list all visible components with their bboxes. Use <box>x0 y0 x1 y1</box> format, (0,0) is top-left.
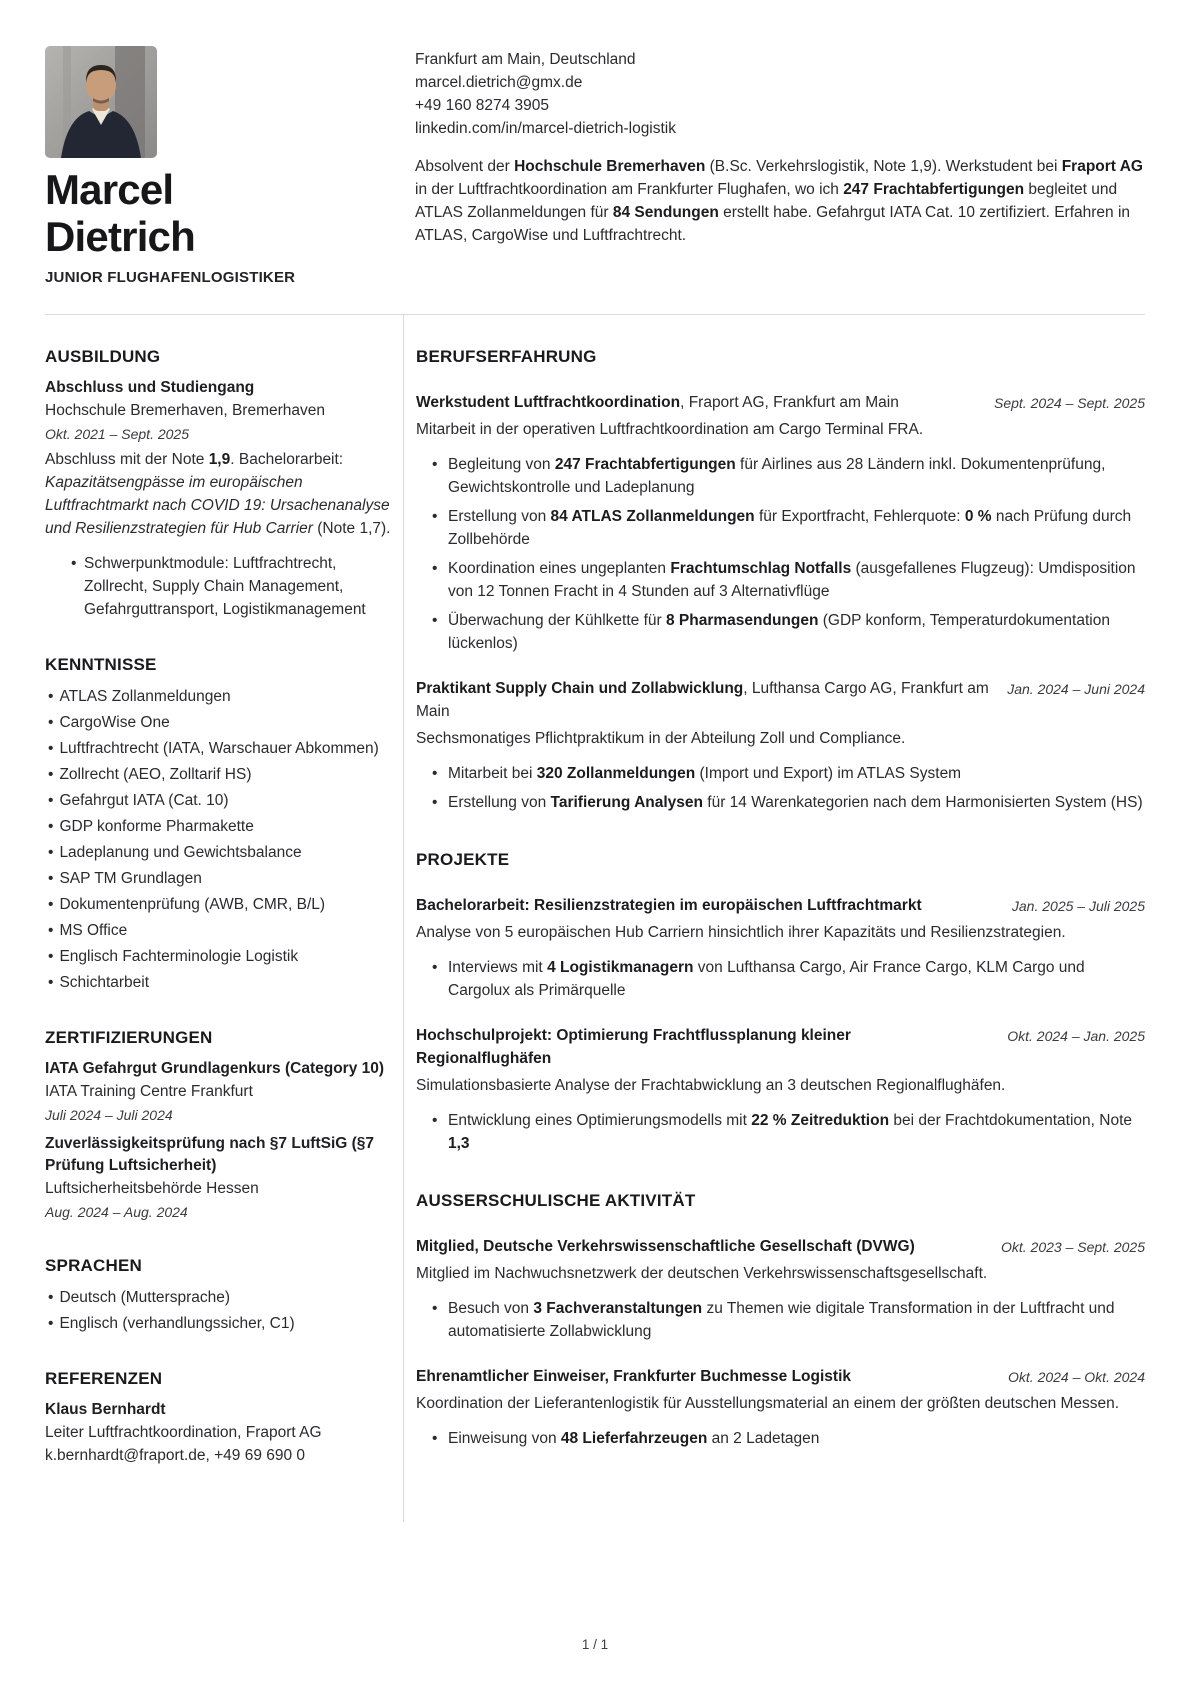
bullet-icon: • <box>48 1289 54 1307</box>
entry-date: Okt. 2023 – Sept. 2025 <box>1001 1239 1145 1256</box>
bullet-icon: • <box>432 1300 438 1318</box>
list-item <box>416 956 1145 1002</box>
list-item-text: Mitarbeit bei 320 Zollanmeldungen (Import und Export) im ATLAS System <box>448 765 962 783</box>
list-item <box>416 1109 1145 1155</box>
profile-photo-illustration <box>45 46 157 158</box>
entry-description: Sechsmonatiges Pflichtpraktikum in der Abteilung Zoll und Compliance. <box>416 730 906 748</box>
bullet-icon: • <box>432 508 438 526</box>
entry-detail-line: k.bernhardt@fraport.de, +49 69 690 0 <box>45 1447 306 1465</box>
bullet-list <box>416 762 1145 814</box>
section-heading: AUSBILDUNG <box>45 347 161 367</box>
bullet-icon: • <box>71 555 77 573</box>
list-item <box>45 971 391 994</box>
entry-title: Bachelorarbeit: Resilienzstrategien im europäischen Luftfrachtmarkt <box>416 897 922 915</box>
bullet-icon: • <box>48 688 54 706</box>
list-item-text: Einweisung von 48 Lieferfahrzeugen an 2 Ladetagen <box>448 1430 820 1448</box>
entry-header <box>416 677 1145 723</box>
profile-photo <box>45 46 157 158</box>
person-role-title: JUNIOR FLUGHAFENLOGISTIKER <box>45 269 296 287</box>
entry-organization: Hochschule Bremerhaven, Bremerhaven <box>45 402 325 420</box>
bullet-icon: • <box>48 844 54 862</box>
bullet-icon: • <box>48 922 54 940</box>
entry-header <box>416 1024 1145 1070</box>
section-kenntnisse <box>45 655 391 994</box>
bullet-icon: • <box>48 870 54 888</box>
left-column <box>45 315 403 1522</box>
bullet-list <box>416 956 1145 1002</box>
list-item <box>416 762 1145 785</box>
bullet-icon: • <box>48 792 54 810</box>
entry-title: Ehrenamtlicher Einweiser, Frankfurter Buchmesse Logistik <box>416 1368 852 1386</box>
list-item <box>416 1427 1145 1450</box>
bullet-list <box>416 1427 1145 1450</box>
list-item <box>45 1286 391 1309</box>
list-item-text: Englisch (verhandlungssicher, C1) <box>59 1315 295 1333</box>
list-item-text: MS Office <box>59 922 128 940</box>
bullet-list <box>416 1297 1145 1343</box>
entry-title: Abschluss und Studiengang <box>45 379 255 397</box>
list-item-text: ATLAS Zollanmeldungen <box>59 688 231 706</box>
entry-organization: Luftsicherheitsbehörde Hessen <box>45 1180 259 1198</box>
entry-date: Jan. 2024 – Juni 2024 <box>1007 681 1145 698</box>
list-item <box>416 791 1145 814</box>
header <box>45 46 1145 286</box>
entry <box>416 1365 1145 1450</box>
list-item-text: Entwicklung eines Optimierungsmodells mit 22 % Zeitreduktion bei der Frachtdokumentation, Note 1,3 <box>448 1112 1133 1153</box>
entry <box>45 1133 391 1222</box>
entry-header <box>416 391 1145 414</box>
list-item-text: Gefahrgut IATA (Cat. 10) <box>59 792 229 810</box>
list-item-text: Ladeplanung und Gewichtsbalance <box>59 844 302 862</box>
list-item-text: Besuch von 3 Fachveranstaltungen zu Themen wie digitale Transformation in der Luftfracht und automatisierte Zollabwicklung <box>448 1300 1115 1341</box>
section-heading: BERUFSERFAHRUNG <box>416 347 597 367</box>
content-columns <box>45 315 1145 1522</box>
entry-date: Okt. 2021 – Sept. 2025 <box>45 426 189 443</box>
person-last-name: Dietrich <box>45 213 195 261</box>
entry-header <box>416 1365 1145 1388</box>
list-item <box>416 453 1145 499</box>
list-item <box>45 945 391 968</box>
header-contact-summary <box>415 46 1145 247</box>
bullet-icon: • <box>432 794 438 812</box>
entry-description: Koordination der Lieferantenlogistik für Ausstellungsmaterial an einem der größten deutschen Messen. <box>416 1395 1120 1413</box>
bullet-icon: • <box>432 612 438 630</box>
bullet-icon: • <box>48 896 54 914</box>
list-item-text: Deutsch (Muttersprache) <box>59 1289 230 1307</box>
entry-title: Hochschulprojekt: Optimierung Frachtflussplanung kleiner Regionalflughäfen <box>416 1027 851 1068</box>
section-ausserschulische-aktivitaet <box>416 1191 1145 1450</box>
list-item-text: CargoWise One <box>59 714 170 732</box>
list-item <box>416 557 1145 603</box>
list-item-text: Dokumentenprüfung (AWB, CMR, B/L) <box>59 896 326 914</box>
entry-description: Simulationsbasierte Analyse der Frachtabwicklung an 3 deutschen Regionalflughäfen. <box>416 1077 1006 1095</box>
entry-date: Juli 2024 – Juli 2024 <box>45 1107 173 1124</box>
list-item <box>45 1312 391 1335</box>
section-heading: AUSSERSCHULISCHE AKTIVITÄT <box>416 1191 696 1211</box>
bullet-icon: • <box>48 818 54 836</box>
list-item <box>45 919 391 942</box>
entry <box>45 1058 391 1125</box>
list-item <box>416 609 1145 655</box>
list-item-text: Erstellung von 84 ATLAS Zollanmeldungen für Exportfracht, Fehlerquote: 0 % nach Prüfung durch Zollbehörde <box>448 508 1132 549</box>
section-zertifizierungen <box>45 1028 391 1222</box>
bullet-icon: • <box>432 765 438 783</box>
entry-title: Werkstudent Luftfrachtkoordination, Fraport AG, Frankfurt am Main <box>416 394 899 412</box>
section-heading: REFERENZEN <box>45 1369 163 1389</box>
bullet-icon: • <box>48 948 54 966</box>
section-berufserfahrung <box>416 347 1145 814</box>
entry-title: Mitglied, Deutsche Verkehrswissenschaftliche Gesellschaft (DVWG) <box>416 1238 915 1256</box>
section-heading: SPRACHEN <box>45 1256 143 1276</box>
list-item-text: Zollrecht (AEO, Zolltarif HS) <box>59 766 252 784</box>
section-heading: KENNTNISSE <box>45 655 157 675</box>
list-item <box>45 841 391 864</box>
entry-header <box>416 1235 1145 1258</box>
list-item-text: GDP konforme Pharmakette <box>59 818 254 836</box>
entry-date: Okt. 2024 – Jan. 2025 <box>1007 1028 1145 1045</box>
list-item-text: Koordination eines ungeplanten Frachtumschlag Notfalls (ausgefallenes Flugzeug): Umdisposition von 12 Tonnen Fracht in 4 Stunden auf 3 Alternativflüge <box>448 560 1136 601</box>
entry-organization: IATA Training Centre Frankfurt <box>45 1083 253 1101</box>
bullet-list <box>416 1109 1145 1155</box>
bullet-list <box>45 685 391 994</box>
entry-header <box>416 894 1145 917</box>
bullet-icon: • <box>48 766 54 784</box>
list-item <box>45 815 391 838</box>
entry-date: Aug. 2024 – Aug. 2024 <box>45 1204 188 1221</box>
page-number: 1 / 1 <box>581 1637 609 1652</box>
entry <box>416 1235 1145 1343</box>
bullet-icon: • <box>432 560 438 578</box>
bullet-list <box>45 552 391 621</box>
list-item-text: SAP TM Grundlagen <box>59 870 202 888</box>
bullet-icon: • <box>432 1112 438 1130</box>
section-heading: PROJEKTE <box>416 850 510 870</box>
list-item <box>45 685 391 708</box>
list-item-text: Schichtarbeit <box>59 974 150 992</box>
list-item <box>45 711 391 734</box>
contact-line: linkedin.com/in/marcel-dietrich-logistik <box>415 120 677 137</box>
entry-title: Praktikant Supply Chain und Zollabwicklung, Lufthansa Cargo AG, Frankfurt am Main <box>416 680 989 721</box>
list-item-text: Interviews mit 4 Logistikmanagern von Lufthansa Cargo, Air France Cargo, KLM Cargo und Cargolux als Primärquelle <box>448 959 1085 1000</box>
header-identity <box>45 46 415 286</box>
entry-date: Sept. 2024 – Sept. 2025 <box>993 395 1145 412</box>
entry <box>416 391 1145 655</box>
list-item-text: Englisch Fachterminologie Logistik <box>59 948 299 966</box>
list-item <box>45 893 391 916</box>
entry <box>416 1024 1145 1155</box>
entry-date: Okt. 2024 – Okt. 2024 <box>1008 1369 1145 1386</box>
contact-line: marcel.dietrich@gmx.de <box>415 74 583 91</box>
entry-title: Klaus Bernhardt <box>45 1401 166 1419</box>
section-sprachen <box>45 1256 391 1335</box>
person-first-name: Marcel <box>45 166 174 213</box>
contact-block <box>415 48 1145 140</box>
list-item-text: Erstellung von Tarifierung Analysen für 14 Warenkategorien nach dem Harmonisierten System (HS) <box>448 794 1143 812</box>
list-item <box>416 505 1145 551</box>
section-referenzen <box>45 1369 391 1467</box>
entry-description: Abschluss mit der Note 1,9. Bachelorarbeit: Kapazitätsengpässe im europäischen Luftfrachtmarkt nach COVID 19: Ursachenanalyse und Resilienzstrategien für Hub Carrier (Note 1,7). <box>45 451 391 538</box>
section-ausbildung <box>45 347 391 621</box>
entry <box>45 377 391 621</box>
list-item <box>45 867 391 890</box>
contact-line: +49 160 8274 3905 <box>415 97 550 114</box>
entry-description: Mitglied im Nachwuchsnetzwerk der deutschen Verkehrswissenschaftsgesellschaft. <box>416 1265 988 1283</box>
entry <box>45 1399 391 1467</box>
section-heading: ZERTIFIZIERUNGEN <box>45 1028 213 1048</box>
list-item-text: Überwachung der Kühlkette für 8 Pharmasendungen (GDP konform, Temperaturdokumentation lückenlos) <box>448 612 1110 653</box>
summary-text: Absolvent der Hochschule Bremerhaven (B.Sc. Verkehrslogistik, Note 1,9). Werkstudent bei Fraport AG in der Luftfrachtkoordination am Frankfurter Flughafen, wo ich 247 Frachtabfertigungen begleitet und ATLAS Zollanmeldungen für 84 Sendungen erstellt habe. Gefahrgut IATA Cat. 10 zertifiziert. Erfahren in ATLAS, CargoWise und Luftfrachtrecht. <box>415 158 1143 244</box>
section-projekte <box>416 850 1145 1155</box>
bullet-icon: • <box>48 1315 54 1333</box>
list-item <box>45 737 391 760</box>
bullet-icon: • <box>48 974 54 992</box>
list-item <box>45 763 391 786</box>
bullet-icon: • <box>432 1430 438 1448</box>
person-name <box>45 166 415 260</box>
entry-title: Zuverlässigkeitsprüfung nach §7 LuftSiG (§7 Prüfung Luftsicherheit) <box>45 1135 375 1175</box>
entry-description: Mitarbeit in der operativen Luftfrachtkoordination am Cargo Terminal FRA. <box>416 421 924 439</box>
contact-line: Frankfurt am Main, Deutschland <box>415 51 636 68</box>
bullet-list <box>45 1286 391 1335</box>
bullet-icon: • <box>48 740 54 758</box>
list-item-text: Luftfrachtrecht (IATA, Warschauer Abkommen) <box>59 740 379 758</box>
list-item <box>416 1297 1145 1343</box>
bullet-list <box>416 453 1145 655</box>
bullet-icon: • <box>48 714 54 732</box>
list-item-text: Schwerpunktmodule: Luftfrachtrecht, Zollrecht, Supply Chain Management, Gefahrguttransport, Logistikmanagement <box>84 555 366 619</box>
entry-title: IATA Gefahrgut Grundlagenkurs (Category 10) <box>45 1060 385 1078</box>
list-item <box>45 552 391 621</box>
entry <box>416 677 1145 814</box>
entry-description: Analyse von 5 europäischen Hub Carriern hinsichtlich ihrer Kapazitäts und Resilienzstrategien. <box>416 924 1066 942</box>
right-column <box>403 315 1145 1522</box>
list-item <box>45 789 391 812</box>
entry-detail-line: Leiter Luftfrachtkoordination, Fraport AG <box>45 1424 322 1442</box>
entry <box>416 894 1145 1002</box>
list-item-text: Begleitung von 247 Frachtabfertigungen für Airlines aus 28 Ländern inkl. Dokumentenprüfung, Gewichtskontrolle und Ladeplanung <box>448 456 1106 497</box>
entry-date: Jan. 2025 – Juli 2025 <box>1011 898 1145 915</box>
bullet-icon: • <box>432 456 438 474</box>
bullet-icon: • <box>432 959 438 977</box>
